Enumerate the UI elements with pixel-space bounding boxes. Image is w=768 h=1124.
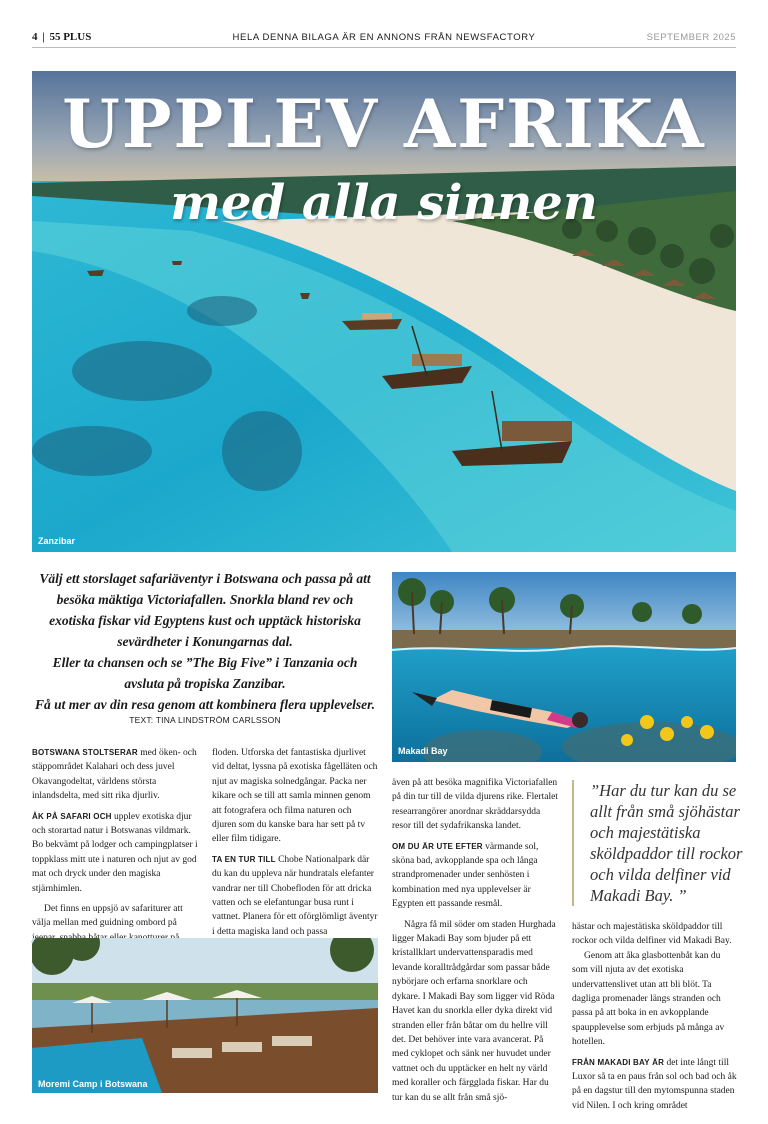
intro-line: avsluta på tropiska Zanzibar. xyxy=(124,676,286,691)
paragraph: Genom att åka glasbottenbåt kan du som vill njuta av det exotiska undervattenslivet utan att bli blöt. Ta dagliga promenader längs stranden och passa på att boka in en avkopplande spaupplevelse som erbjuds på många av hotellen. xyxy=(572,950,725,1048)
quote-line: sköldpaddor till rockor xyxy=(590,844,743,863)
paragraph: hästar och majestätiska sköldpaddor till rockor och vilda delfiner vid Makadi Bay. xyxy=(572,922,732,947)
snorkel-image xyxy=(392,572,736,762)
intro-line: Välj ett storslaget safariäventyr i Botswana och passa på att xyxy=(39,571,371,586)
paragraph: Det finns en uppsjö av safariturer att välja mellan med guidning ombord på xyxy=(32,904,183,929)
paragraph: med öken- och stäppområdet Kalahari och dess juvel Okavangodeltat, världens största inlandsdelta, med sitt rika djurliv. xyxy=(32,748,197,802)
article-column-3 xyxy=(392,776,558,1105)
hero-title: UPPLEV AFRIKA xyxy=(62,85,706,163)
page-number-section: 4 | 55 PLUS xyxy=(32,31,92,43)
lead-in: OM DU ÄR UTE EFTER xyxy=(392,841,483,851)
intro-text xyxy=(32,568,378,715)
article-column-4 xyxy=(572,920,738,1119)
hero-subtitle: med alla sinnen xyxy=(170,175,598,231)
article-column-2 xyxy=(212,746,378,945)
quote-line: Makadi Bay. ” xyxy=(590,886,687,905)
paragraph: värmande sol, sköna bad, avkopplande spa och långa strandpromenader under senhösten i kombination med nya upplevelser är Egypten ett passande resmål. xyxy=(392,841,539,910)
page-header xyxy=(32,30,736,48)
paragraph: det inte långt till Luxor så ta en paus från sol och bad och åk på en dagstur till den mytomspunna staden vid Nilen. I och kring området xyxy=(572,1057,737,1111)
paragraph: floden. Utforska det fantastiska djurlivet vid deltat, lyssna på exotiska fågelläten och njut av magiska solnedgångar. Packa ner kikare och se till att samla minnen genom att fotografera och filma naturen och djuren som du kanske bara har sett på tv eller film tidigare. xyxy=(212,748,378,845)
quote-line: allt från små sjöhästar xyxy=(590,802,740,821)
page-number: 4 xyxy=(32,31,38,43)
article-column-1 xyxy=(32,746,198,945)
snorkel-caption: Makadi Bay xyxy=(398,746,448,756)
hero-image xyxy=(32,71,736,552)
lead-in: FRÅN MAKADI BAY ÄR xyxy=(572,1057,665,1067)
paragraph: Chobe Nationalpark där du kan du uppleva när hundratals elefanter vandrar ner till Chobefloden för att dricka vatten och se elefantungar busa runt i vattnet. Planera för ett oförglömligt äventyr i detta magiska land och passa xyxy=(212,854,378,937)
lead-in: TA EN TUR TILL xyxy=(212,854,276,864)
quote-line: och majestätiska xyxy=(590,823,701,842)
quote-line: ”Har du tur kan du se xyxy=(590,781,737,800)
lead-in: ÅK PÅ SAFARI OCH xyxy=(32,811,112,821)
lead-in: BOTSWANA STOLTSERAR xyxy=(32,748,138,757)
intro-line: Eller ta chansen och se ”The Big Five” i Tanzania och xyxy=(52,655,358,670)
intro-line: sevärdheter i Konungarnas dal. xyxy=(117,634,293,649)
intro-line: besöka mäktiga Victoriafallen. Snorkla bland rev och xyxy=(56,592,354,607)
intro-line: Få ut mer av din resa genom att kombinera flera upplevelser. xyxy=(34,697,376,712)
paragraph: Några få mil söder om staden Hurghada ligger Makadi Bay som bjuder på ett kristallklart undervattensparadis med levande koralltrådgårdar som passar både nybörjare och erfarna snorklare och dykare. I Makadi Bay som ligger vid Röda Havet kan du snorkla eller dyka direkt vid stranden eller från båtar om du hellre vill det. Det behöver inte vara avancerat. På med cyklopet och sänk ner huvudet under vattnet och du upptäcker en helt ny värld med koraller och färgglada fiskar. Har du tur kan du se allt från små sjö- xyxy=(392,919,556,1103)
pull-quote xyxy=(572,780,743,906)
intro-line: exotiska fiskar vid Egyptens kust och upptäck historiska xyxy=(49,613,361,628)
camp-image xyxy=(32,938,378,1093)
camp-illustration xyxy=(32,938,378,1093)
issue-date: SEPTEMBER 2025 xyxy=(646,32,736,43)
ad-notice: HELA DENNA BILAGA ÄR EN ANNONS FRÅN NEWSFACTORY xyxy=(232,32,536,43)
camp-caption: Moremi Camp i Botswana xyxy=(38,1079,148,1089)
quote-line: och vilda delfiner vid xyxy=(590,865,731,884)
hero-caption: Zanzibar xyxy=(38,536,76,546)
paragraph: upplev exotiska djur och storartad natur i Botswanas vildmark. Bo bekvämt på lodger och campingplatser i toppklass mitt ute i naturen och njut av god mat och dryck under den magiska stjärnhimlen. xyxy=(32,811,198,894)
section-name: 55 PLUS xyxy=(49,31,92,43)
paragraph: även på att besöka magnifika Victoriafallen på din tur till de vilda djurens rike. Flertalet researrangörer anordnar skräddarsydda resor till det sydafrikanska landet. xyxy=(392,778,558,832)
byline: TEXT: TINA LINDSTRÖM CARLSSON xyxy=(129,715,281,725)
snorkel-illustration xyxy=(392,572,736,762)
header-divider xyxy=(32,47,736,48)
